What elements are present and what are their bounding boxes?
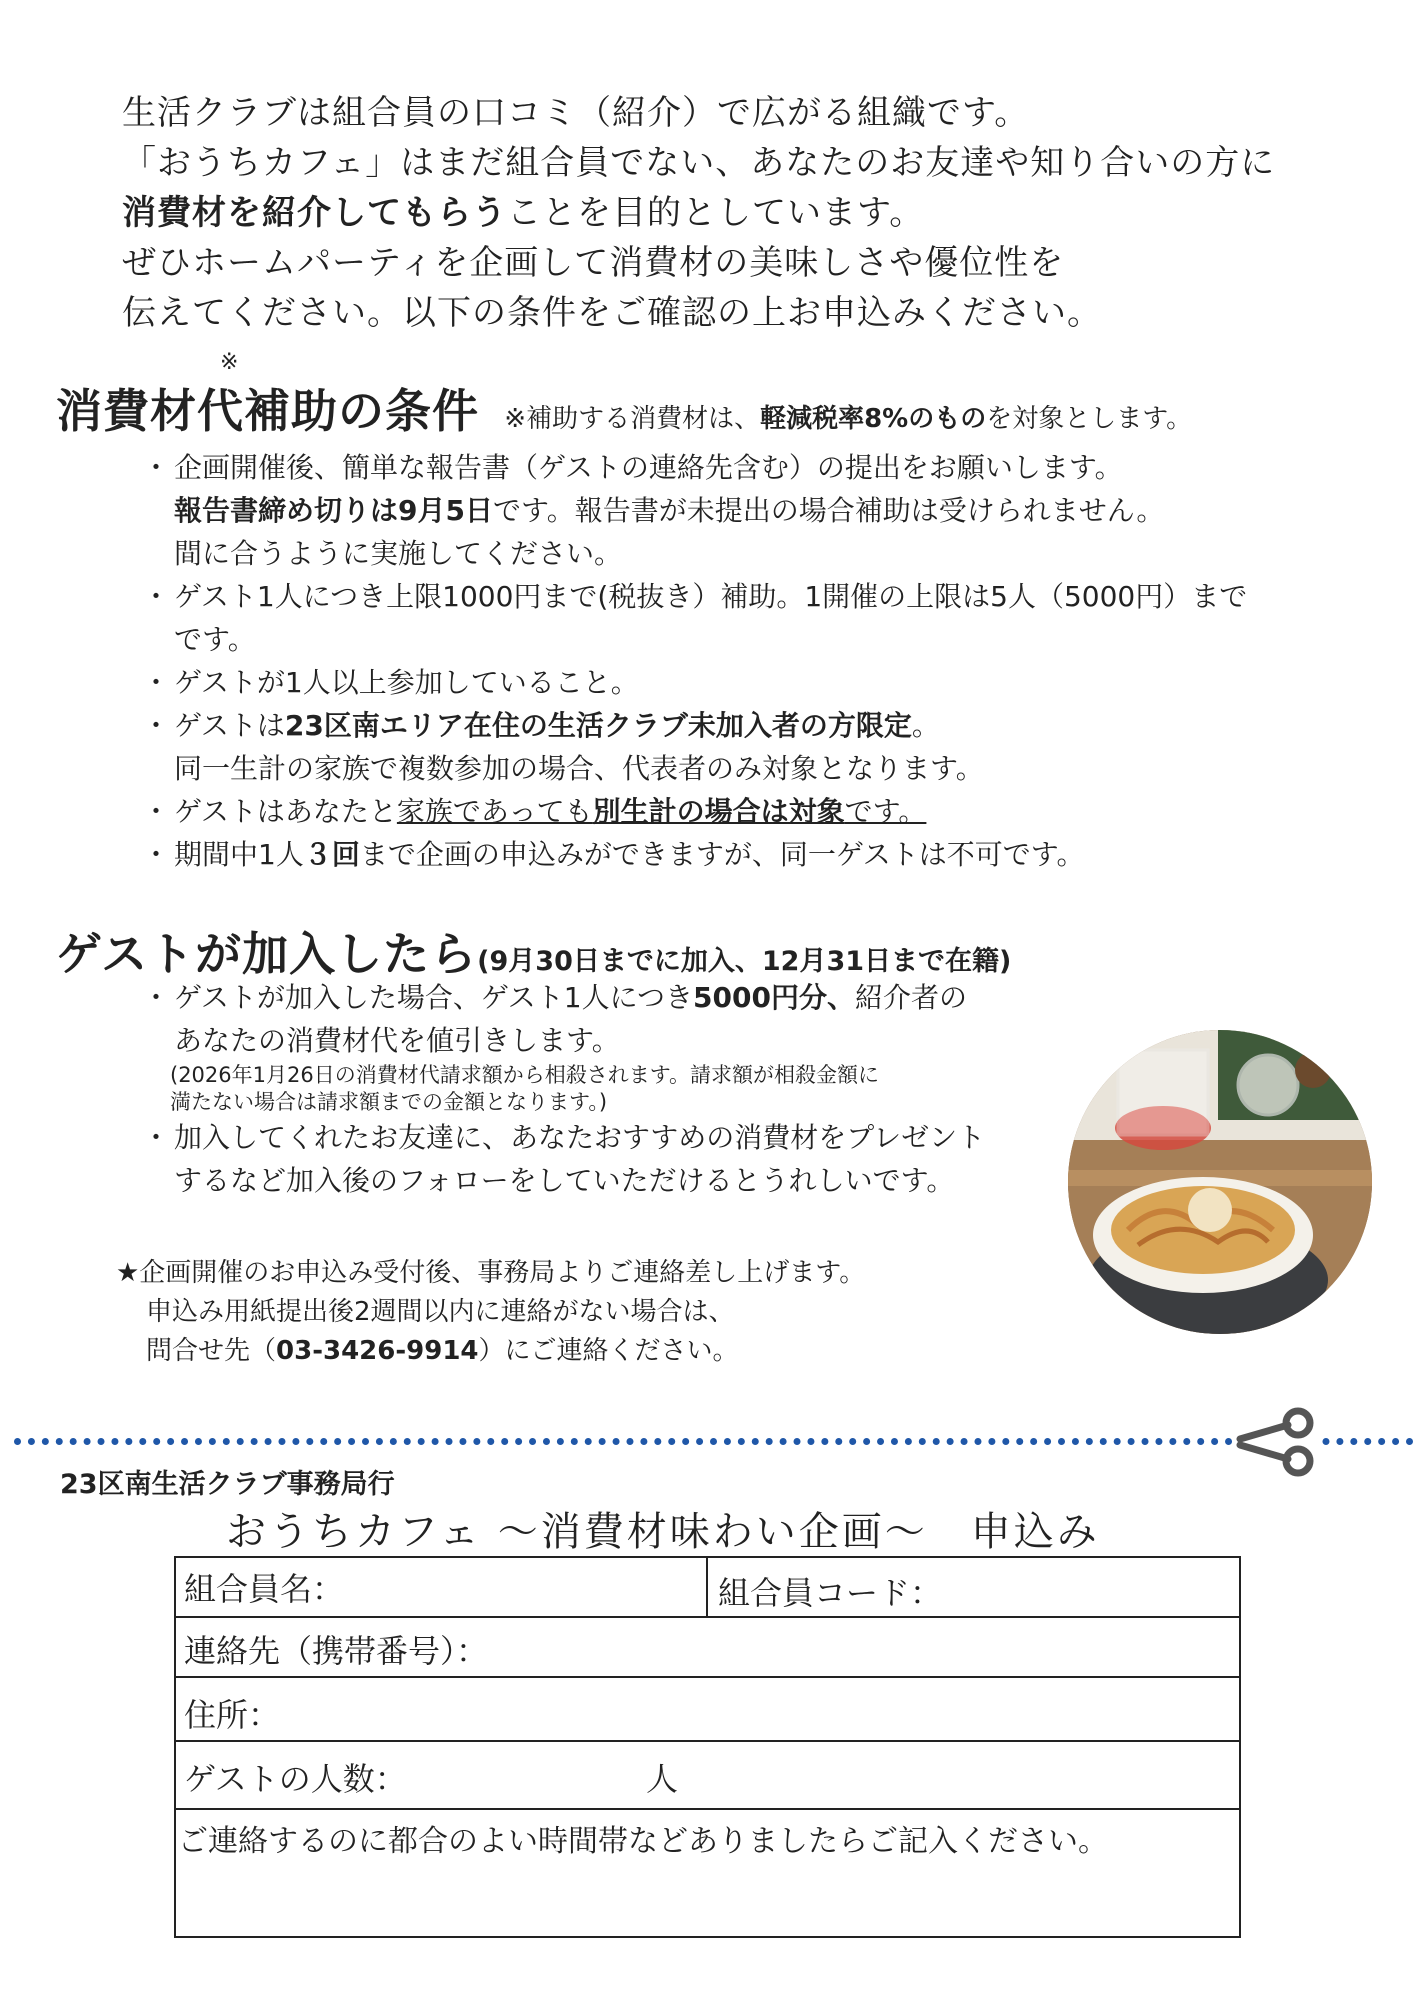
list-item-continuation: あなたの消費材代を値引きします。 [174,1024,620,1057]
list-item-continuation: 報告書締め切りは9月5日です。報告書が未提出の場合補助は受けられません。 [174,494,1165,527]
intro-line: ぜひホームパーティを企画して消費材の美味しさや優位性を [122,243,1065,283]
list-item: ・ 期間中1人３回まで企画の申込みができますが、同一ゲストは不可です。 [148,833,1247,876]
address-field[interactable]: 住所： [184,1696,281,1734]
intro-line: 生活クラブは組合員の口コミ（紹介）で広がる組織です。 [122,93,1030,133]
intro-line: 「おうちカフェ」はまだ組合員でない、あなたのお友達や知り合いの方に [122,143,1276,183]
contact-phone: 03-3426-9914 [276,1336,479,1366]
fine-print: (2026年1月26日の消費材代請求額から相殺されます。請求額が相殺金額に [170,1063,880,1087]
intro-line: 消費材を紹介してもらうことを目的としています。 [122,193,925,233]
form-row-remarks [176,1808,1239,1936]
conditions-note: ※補助する消費材は、軽減税率8%のものを対象とします。 [504,404,1193,434]
scissors-icon [1232,1405,1318,1481]
list-item: ・ ゲストが加入した場合、ゲスト1人につき5000円分、紹介者の [148,976,985,1019]
list-item: ・ ゲストは23区南エリア在住の生活クラブ未加入者の方限定。 [148,704,1247,747]
list-item: ・ 加入してくれたお友達に、あなたおすすめの消費材をプレゼント [148,1116,985,1159]
guest-count-field[interactable]: ゲストの人数： [184,1760,407,1798]
intro-emphasis: 消費材を紹介してもらう [122,193,507,233]
form-row-address [176,1676,1239,1740]
join-heading: ゲストが加入したら(9月30日までに加入、12月31日まで在籍) [56,927,1012,981]
food-photo [1068,1030,1372,1334]
remarks-field[interactable]: ご連絡するのに都合のよい時間帯などありましたらご記入ください。 [178,1824,1108,1859]
guest-count-unit: 人 [646,1760,679,1798]
conditions-list [148,446,1247,876]
list-item-continuation: するなど加入後のフォローをしていただけるとうれしいです。 [174,1164,955,1197]
join-heading-note: (9月30日までに加入、12月31日まで在籍) [477,946,1012,977]
note-mark: ※ [220,350,239,375]
form-row-phone [176,1616,1239,1676]
list-item: ・ ゲストはあなたと家族であっても別生計の場合は対象です。 [148,790,1247,833]
member-code-field[interactable]: 組合員コード： [718,1574,943,1612]
cell-divider [706,1558,708,1616]
intro-paragraph [122,88,1275,338]
contact-notice: ★企画開催のお申込み受付後、事務局よりご連絡差し上げます。 申込み用紙提出後2週間以内に連絡がない場合は、 問合せ先（03-3426-9914）にご連絡ください。 [116,1258,866,1366]
intro-line: 伝えてください。以下の条件をご確認の上お申込みください。 [122,293,1102,333]
list-item: ・ ゲストが1人以上参加していること。 [148,661,1247,704]
application-form [174,1556,1241,1938]
list-item-continuation: です。 [174,623,256,656]
list-item-continuation: 間に合うように実施してください。 [174,537,623,570]
list-item-continuation: 同一生計の家族で複数参加の場合、代表者のみ対象となります。 [174,752,984,785]
form-title: おうちカフェ 〜消費材味わい企画〜 申込み [226,1509,1100,1555]
fine-print: 満たない場合は請求額までの金額となります。) [170,1090,608,1114]
list-item: ・ 企画開催後、簡単な報告書（ゲストの連絡先含む）の提出をお願いします。 [148,446,1247,489]
form-row-guests [176,1740,1239,1808]
cut-line [14,1438,1414,1445]
member-name-field[interactable]: 組合員名： [184,1570,345,1608]
office-address: 23区南生活クラブ事務局行 [60,1469,395,1500]
form-row-member [176,1558,1239,1616]
join-list [148,976,985,1202]
conditions-heading: 消費材代補助の条件 ※補助する消費材は、軽減税率8%のものを対象とします。 [56,384,1193,438]
list-item: ・ ゲスト1人につき上限1000円まで(税抜き）補助。1開催の上限は5人（5000円）まで [148,575,1247,618]
phone-field[interactable]: 連絡先（携帯番号）： [184,1632,489,1670]
